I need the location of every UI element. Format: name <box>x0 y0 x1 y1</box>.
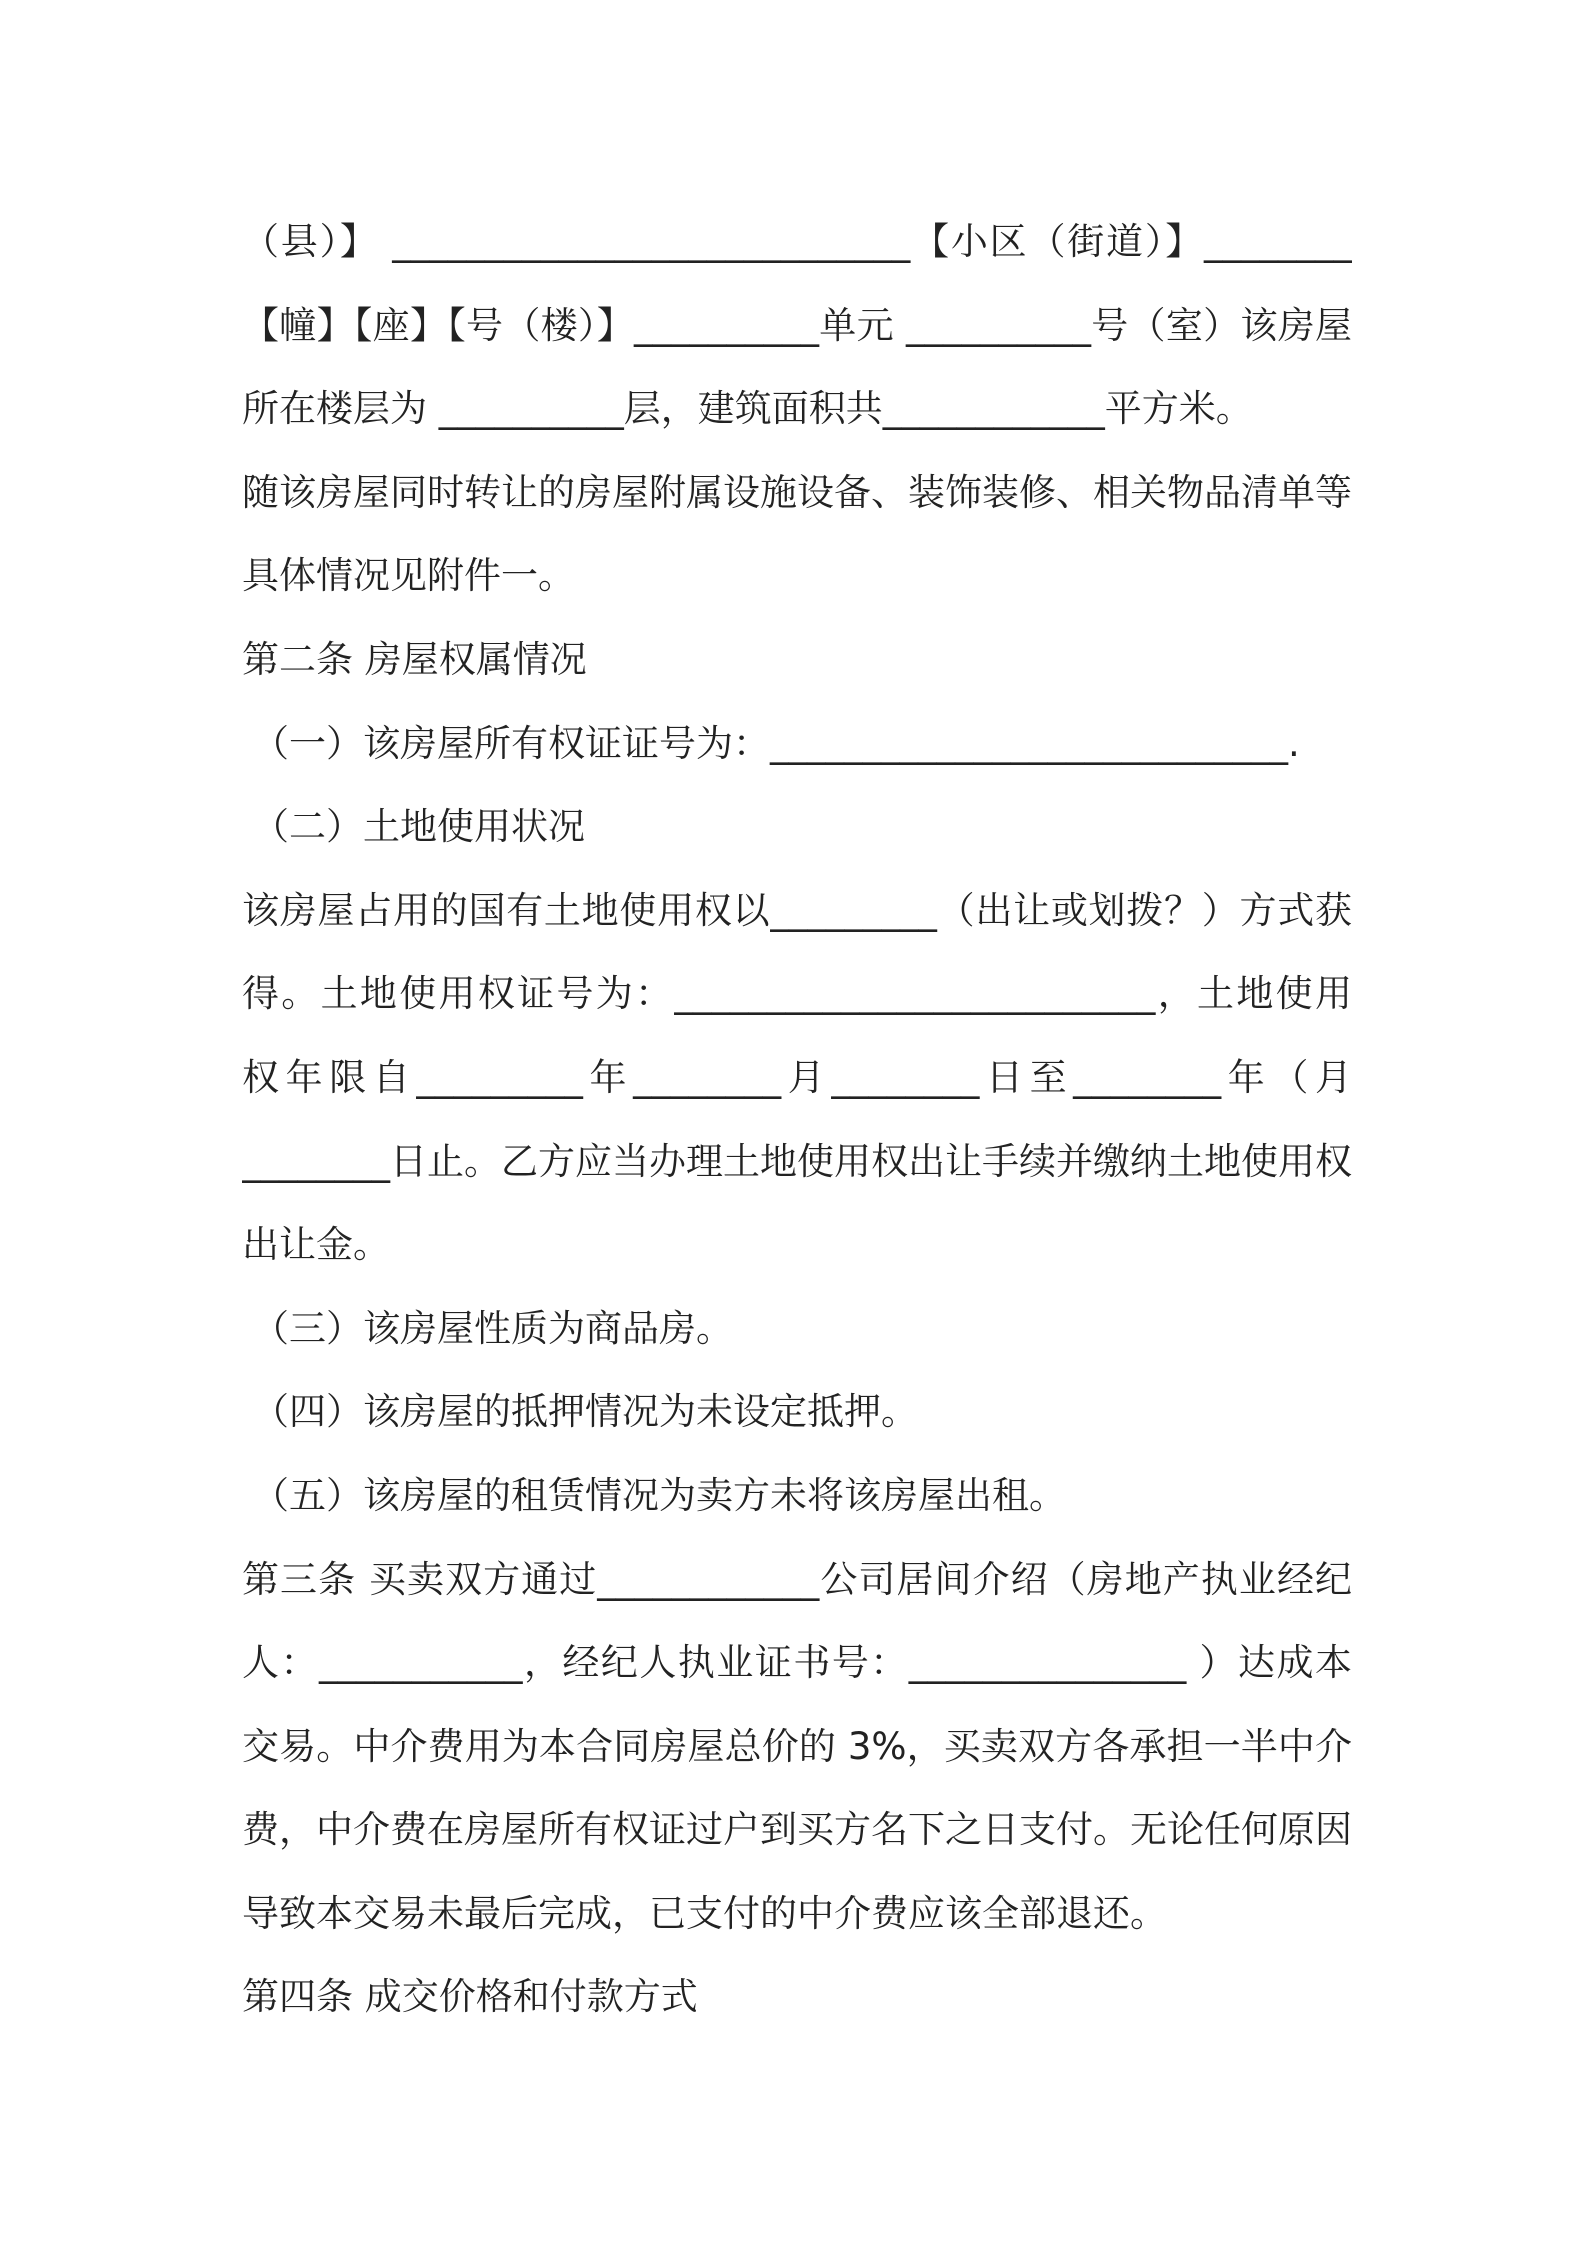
floor-area-line: 所在楼层为 __________层，建筑面积共____________平方米。 <box>242 387 1253 431</box>
land-use-line-4: ________日止。乙方应当办理土地使用权出让手续并缴纳土地使用权 <box>242 1139 1352 1183</box>
article-2-heading: 第二条 房屋权属情况 <box>242 637 587 681</box>
land-use-line-2: 得。土地使用权证号为：__________________________，土地使用 <box>242 972 1352 1016</box>
clause-property-nature: （三）该房屋性质为商品房。 <box>252 1306 733 1350</box>
article-3-line-3: 交易。中介费用为本合同房屋总价的 3%，买卖双方各承担一半中介 <box>242 1724 1352 1768</box>
article-3-line-4: 费，中介费在房屋所有权证过户到买方名下之日支付。无论任何原因 <box>242 1808 1352 1852</box>
clause-mortgage: （四）该房屋的抵押情况为未设定抵押。 <box>252 1390 918 1434</box>
article-3-line-2: 人：___________，经纪人执业证书号：_______________ ）达成本 <box>242 1641 1352 1685</box>
clause-land-use-heading: （二）土地使用状况 <box>252 805 585 849</box>
contract-body <box>242 200 1352 2039</box>
address-line-county: （县）】 ____________________________【小区（街道）】________ <box>242 220 1352 263</box>
clause-ownership-certificate: （一）该房屋所有权证证号为：____________________________. <box>252 721 1300 765</box>
land-use-line-5: 出让金。 <box>242 1223 390 1267</box>
land-use-line-3: 权年限自_________年________月________日至________年（月 <box>242 1055 1352 1099</box>
attached-facilities-line: 随该房屋同时转让的房屋附属设施设备、装饰装修、相关物品清单等 <box>242 470 1352 514</box>
article-3-line-5: 导致本交易未最后完成，已支付的中介费应该全部退还。 <box>242 1891 1167 1935</box>
article-4-heading: 第四条 成交价格和付款方式 <box>242 1975 698 2019</box>
attachment-reference-line: 具体情况见附件一。 <box>242 554 575 598</box>
address-line-building: 【幢】【座】【号（楼）】__________单元 __________号（室）该房屋 <box>242 303 1352 347</box>
land-use-line-1: 该房屋占用的国有土地使用权以_________（出让或划拨？）方式获 <box>242 888 1352 932</box>
article-3-line-1: 第三条 买卖双方通过____________公司居间介绍（房地产执业经纪 <box>242 1557 1352 1601</box>
clause-lease: （五）该房屋的租赁情况为卖方未将该房屋出租。 <box>252 1473 1066 1517</box>
